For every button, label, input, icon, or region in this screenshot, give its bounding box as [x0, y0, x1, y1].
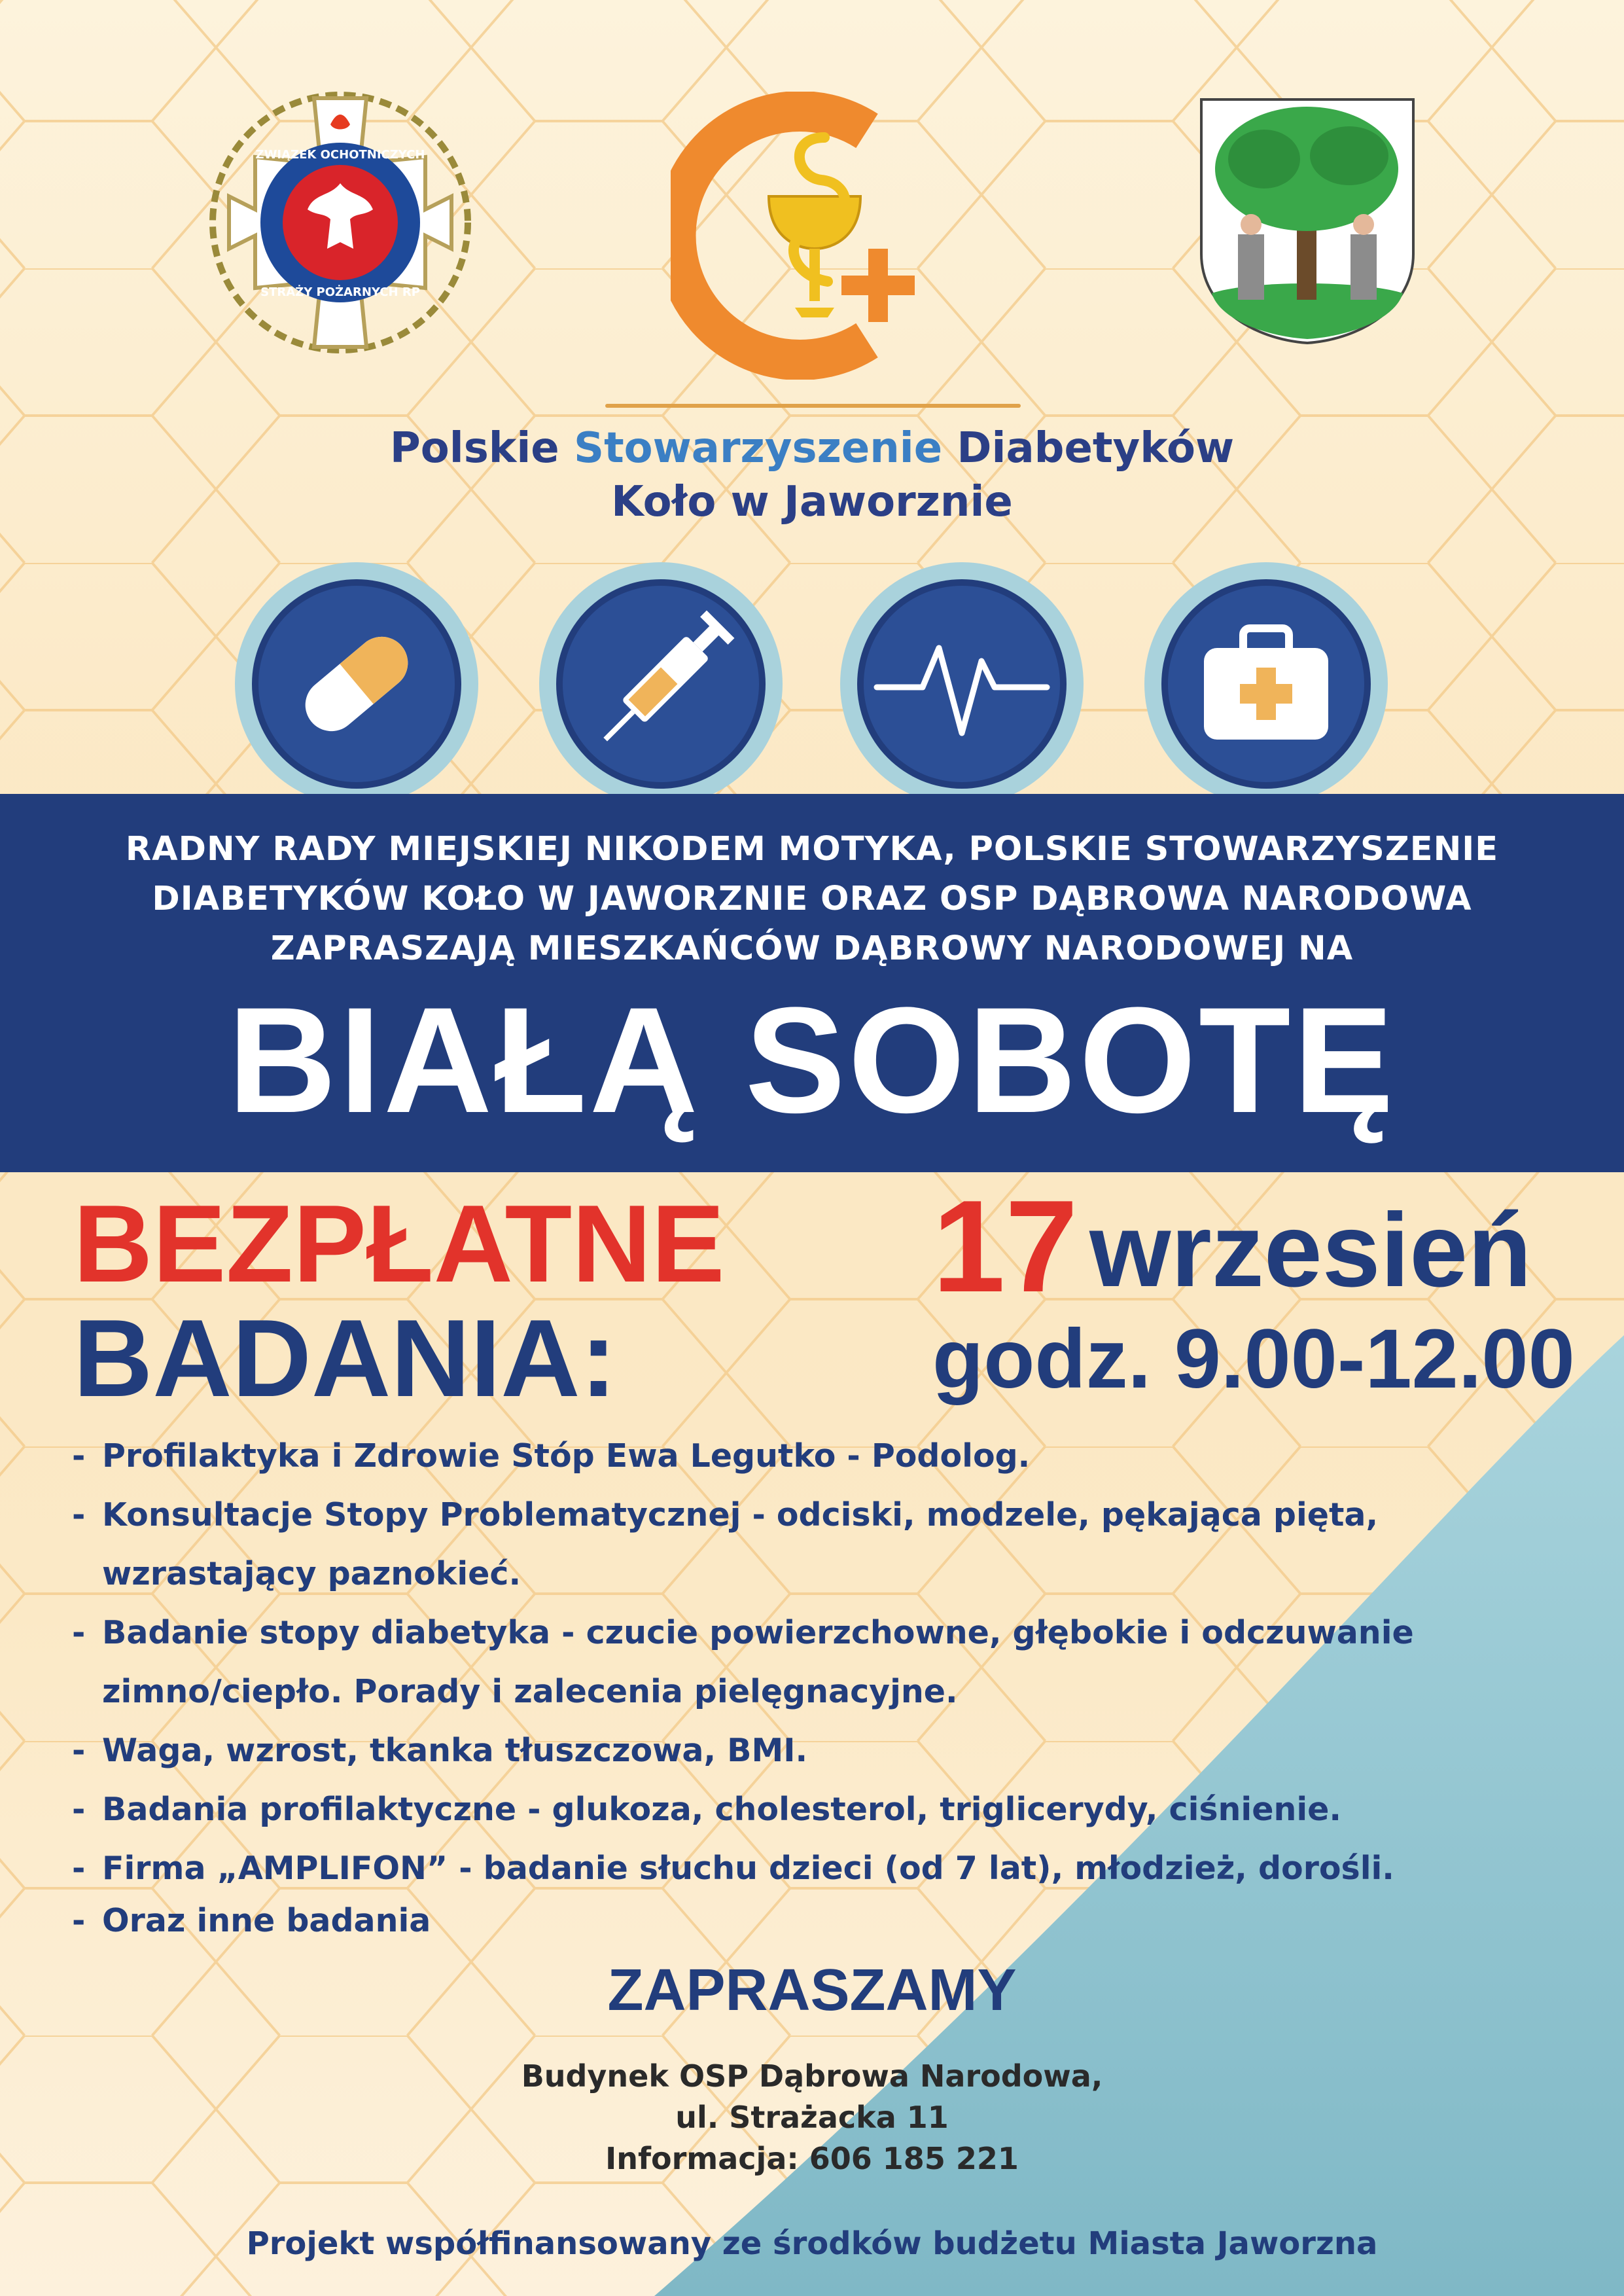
list-item: - Badanie stopy diabetyka - czucie powierzchowne, głębokie i odczuwanie zimno/ciepło. Porady i zalecenia pielęgnacyjne. [72, 1604, 1551, 1721]
diabetes-association-logo [671, 92, 959, 380]
address-line-2: ul. Strażacka 11 [675, 2100, 949, 2135]
banner-line-2: DIABETYKÓW KOŁO W JAWORZNIE ORAZ OSP DĄBROWA NARODOWA [152, 880, 1472, 918]
first-aid-kit-icon [1142, 560, 1390, 808]
firefighters-union-logo [203, 85, 478, 360]
city-coat-of-arms-logo [1199, 97, 1416, 346]
heartbeat-icon [838, 560, 1086, 808]
emblem-ring-text-bottom: STRAŻY POŻARNYCH RP [260, 285, 420, 299]
free-label: BEZPŁATNE [73, 1182, 725, 1305]
event-title: BIAŁĄ SOBOTĘ [228, 976, 1396, 1144]
organization-word-polskie: Polskie [389, 424, 559, 473]
banner-line-3: ZAPRASZAJĄ MIESZKAŃCÓW DĄBROWY NARODOWEJ NA [270, 929, 1354, 968]
exam-list [72, 1427, 1551, 1950]
city-coat-of-arms-icon [1199, 97, 1416, 346]
event-hours: godz. 9.00-12.00 [932, 1312, 1575, 1406]
firefighters-union-emblem-icon [203, 85, 478, 360]
event-day: 17 [932, 1174, 1078, 1319]
address-line-1: Budynek OSP Dąbrowa Narodowa, [521, 2058, 1103, 2094]
emblem-ring-text-top: ZWIĄZEK OCHOTNICZYCH [255, 148, 425, 162]
list-item: - Profilaktyka i Zdrowie Stóp Ewa Legutko - Podolog. [72, 1427, 1551, 1486]
first-aid-icon-circle [1142, 560, 1390, 808]
organization-name-line1 [0, 424, 1624, 473]
organization-word-stowarzyszenie: Stowarzyszenie [573, 424, 943, 473]
syringe-icon [537, 560, 785, 808]
pill-icon [232, 560, 481, 808]
list-item: - Waga, wzrost, tkanka tłuszczowa, BMI. [72, 1721, 1551, 1780]
exams-label: BADANIA: [73, 1297, 617, 1420]
list-item: - Konsultacje Stopy Problematycznej - odciski, modzele, pękająca pięta, wzrastający paznokieć. [72, 1486, 1551, 1604]
organization-word-diabetykow: Diabetyków [957, 424, 1235, 473]
pill-icon-circle [232, 560, 481, 808]
event-month: wrzesień [1089, 1191, 1532, 1308]
invite-heading: ZAPRASZAMY [607, 1958, 1017, 2023]
list-item: - Firma „AMPLIFON” - badanie słuchu dzieci (od 7 lat), młodzież, dorośli. [72, 1839, 1551, 1898]
organization-name-line2: Koło w Jaworznie [611, 478, 1013, 526]
banner-line-1: RADNY RADY MIEJSKIEJ NIKODEM MOTYKA, POLSKIE STOWARZYSZENIE [125, 830, 1499, 869]
divider-line [605, 404, 1021, 408]
list-item: - Badania profilaktyczne - glukoza, cholesterol, triglicerydy, ciśnienie. [72, 1780, 1551, 1839]
list-item: - Oraz inne badania [72, 1892, 1551, 1950]
heartbeat-icon-circle [838, 560, 1086, 808]
syringe-icon-circle [537, 560, 785, 808]
contact-info: Informacja: 606 185 221 [605, 2141, 1019, 2176]
pharmacy-snake-cross-icon [671, 92, 959, 380]
funding-footer: Projekt współfinansowany ze środków budżetu Miasta Jaworzna [246, 2225, 1378, 2262]
